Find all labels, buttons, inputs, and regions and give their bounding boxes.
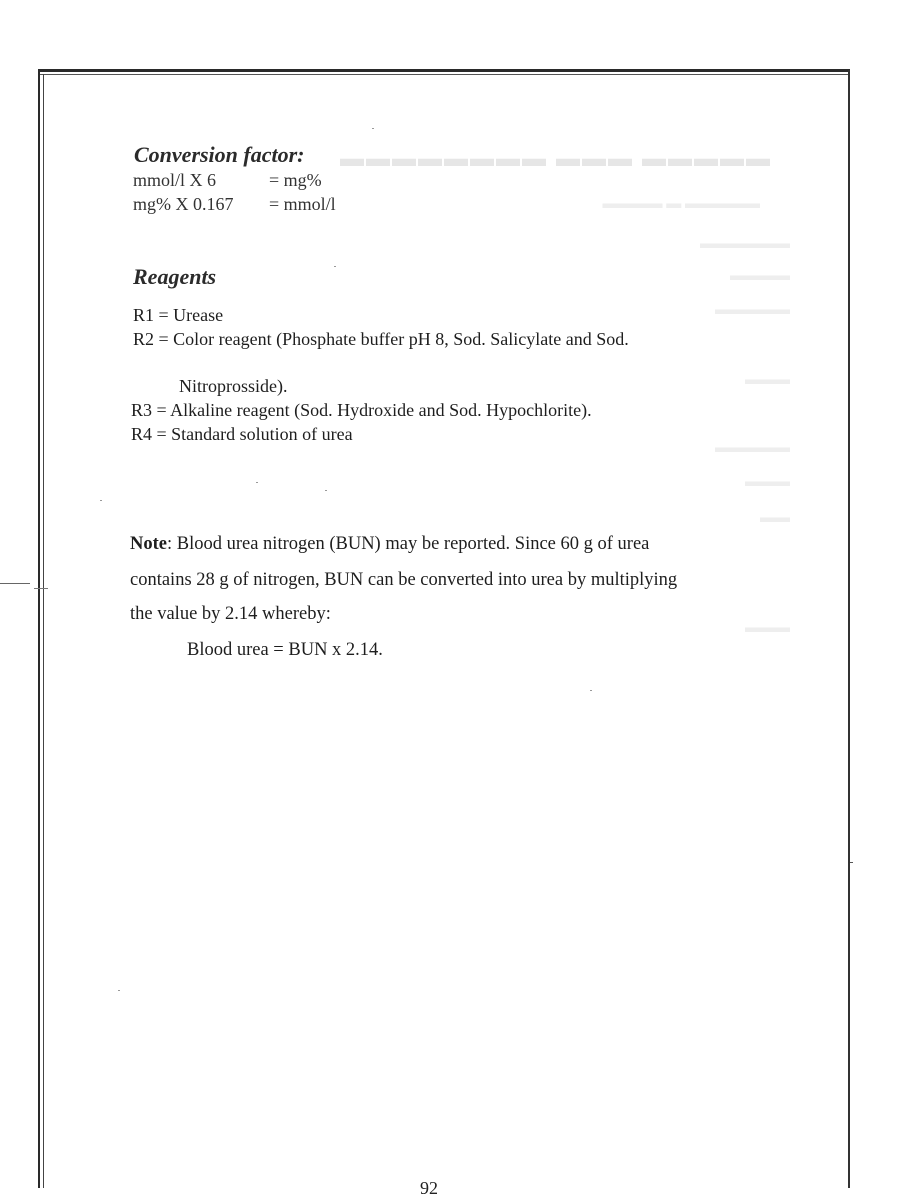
bleed-through-line: ▬▬: [760, 510, 790, 526]
bleed-through-line: ▬▬▬: [745, 372, 790, 388]
conversion-row: [133, 194, 373, 216]
scan-speck: [118, 990, 120, 991]
conversion-right: = mmol/l: [269, 194, 336, 214]
reagent-r1: R1 = Urease: [133, 305, 224, 325]
reagents-heading: Reagents: [133, 264, 217, 289]
reagent-r2-continued: Nitroprosside).: [179, 376, 288, 396]
note-line: [130, 534, 649, 555]
page-number: 92: [420, 1178, 438, 1198]
reagent-r2: R2 = Color reagent (Phosphate buffer pH 8, Sod. Salicylate and Sod.: [133, 329, 629, 349]
reagent-r3: R3 = Alkaline reagent (Sod. Hydroxide and Sod. Hypochlorite).: [131, 400, 592, 420]
scan-margin-mark: [0, 583, 30, 584]
bleed-through-line: ▬▬▬▬: [730, 268, 790, 284]
reagent-r4: R4 = Standard solution of urea: [131, 424, 353, 444]
conversion-row: [133, 170, 373, 192]
page-border-right: [848, 70, 850, 1188]
scan-margin-mark: [34, 588, 48, 589]
note-line: the value by 2.14 whereby:: [130, 604, 331, 624]
conversion-right: = mg%: [269, 170, 322, 190]
page-border-left-inner: [43, 74, 44, 1188]
conversion-left: mmol/l X 6: [133, 170, 217, 190]
scan-speck: [590, 690, 592, 691]
scan-speck: [325, 490, 327, 491]
bleed-through-line: ▬▬▬▬▬: [715, 302, 790, 318]
bleed-through-line: ▬▬▬: [745, 620, 790, 636]
bleed-through-line: ▬▬▬▬▬: [715, 440, 790, 456]
page-border-top-shadow: [38, 74, 850, 75]
blood-urea-formula: Blood urea = BUN x 2.14.: [187, 640, 383, 660]
bleed-through-line: ▬▬▬▬▬ ▬ ▬▬▬▬: [602, 196, 760, 212]
scan-speck: [100, 500, 102, 501]
conversion-factor-heading: Conversion factor:: [134, 142, 305, 167]
page-border-right-tick: [850, 862, 853, 863]
scan-speck: [372, 128, 374, 129]
bleed-through-line: ▬▬▬: [745, 474, 790, 490]
note-line: contains 28 g of nitrogen, BUN can be converted into urea by multiplying: [130, 570, 678, 590]
note-text: : Blood urea nitrogen (BUN) may be reported. Since 60 g of urea: [166, 534, 650, 554]
conversion-left: mg% X 0.167: [133, 194, 234, 214]
scan-speck: [334, 266, 336, 267]
page-border-left: [38, 69, 40, 1188]
bleed-through-line: ▬▬▬▬▬▬: [700, 236, 790, 252]
scan-speck: [256, 482, 258, 483]
page-border-top: [38, 69, 850, 72]
note-label: Note: [130, 534, 167, 554]
bleed-through-heading: ▬▬▬▬▬ ▬▬▬ ▬▬▬▬▬▬▬▬: [338, 146, 770, 172]
